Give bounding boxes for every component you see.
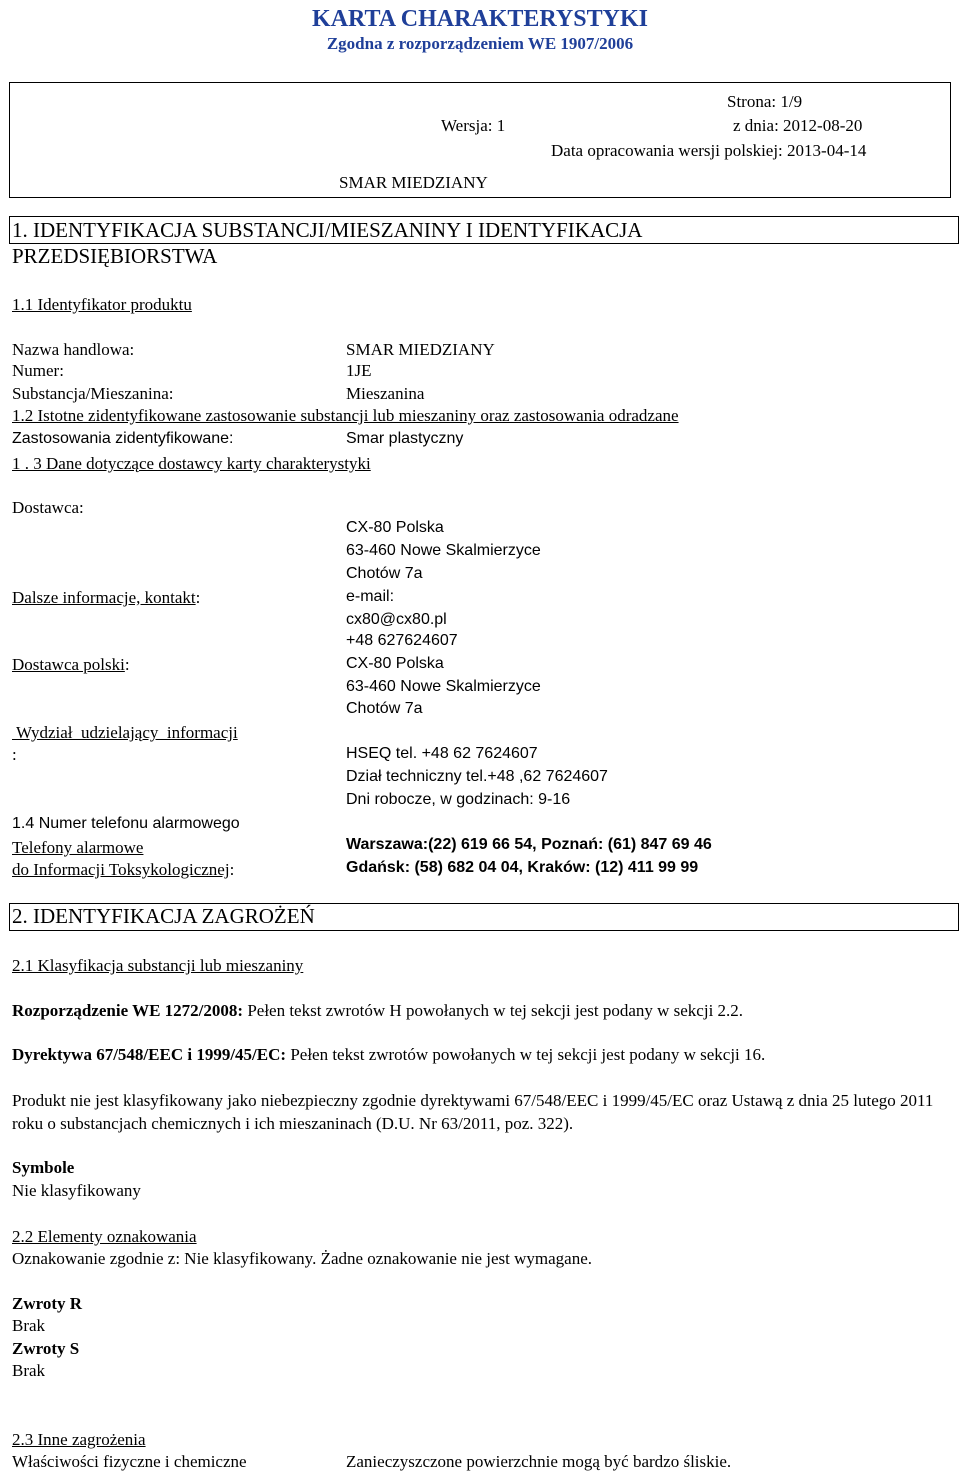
pl-supplier-city: 63-460 Nowe Skalmierzyce: [346, 678, 541, 695]
s22-title: 2.2 Elementy oznakowania: [12, 1227, 197, 1246]
number-label: Numer:: [12, 361, 64, 380]
other-hazards-label: Właściwości fizyczne i chemiczne: [12, 1452, 247, 1471]
alarm-label-row: [12, 860, 234, 880]
s23-title: 2.3 Inne zagrożenia: [12, 1430, 146, 1449]
dept-colon: :: [12, 745, 17, 764]
working-hours: Dni robocze, w godzinach: 9-16: [346, 791, 571, 808]
section2-heading: 2. IDENTYFIKACJA ZAGROŻEŃ: [12, 904, 315, 928]
pl-supplier-street: Chotów 7a: [346, 700, 423, 717]
s11-title: 1.1 Identyfikator produktu: [12, 295, 192, 314]
uses-label: Zastosowania zidentyfikowane:: [12, 430, 234, 447]
alarm-colon: :: [229, 860, 235, 879]
email-label: e-mail:: [346, 588, 395, 605]
s14-title: 1.4 Numer telefonu alarmowego: [12, 815, 240, 832]
version: Wersja: 1: [441, 116, 506, 135]
supplier-street: Chotów 7a: [346, 565, 423, 582]
header-product-name: SMAR MIEDZIANY: [339, 173, 488, 192]
trade-name-label: Nazwa handlowa:: [12, 340, 135, 359]
alarm-label-1: Telefony alarmowe: [12, 838, 144, 857]
number-value: 1JE: [346, 361, 372, 380]
s-phrases-label: Zwroty S: [12, 1339, 80, 1358]
symbols-value: Nie klasyfikowany: [12, 1181, 141, 1200]
trade-name-value: SMAR MIEDZIANY: [346, 340, 495, 359]
supplier-name: CX-80 Polska: [346, 519, 444, 536]
dept-label: Wydział udzielający informacji: [12, 723, 238, 742]
s-phrases-value: Brak: [12, 1361, 46, 1380]
regulation-text: Pełen tekst zwrotów H powołanych w tej sekcji jest podany w sekcji 2.2.: [243, 1001, 744, 1020]
directive-label: Dyrektywa 67/548/EEC i 1999/45/EC:: [12, 1045, 287, 1064]
directive-text: Pełen tekst zwrotów powołanych w tej sekcji jest podany w sekcji 16.: [286, 1045, 766, 1064]
polish-version-date: Data opracowania wersji polskiej: 2013-04-14: [551, 141, 867, 160]
supplier-phone: +48 627624607: [346, 632, 458, 649]
s12-title: 1.2 Istotne zidentyfikowane zastosowanie substancji lub mieszaniny oraz zastosowania odradzane: [12, 406, 679, 425]
email-value[interactable]: cx80@cx80.pl: [346, 611, 447, 628]
symbols-label: Symbole: [12, 1158, 75, 1177]
alarm-value-1: Warszawa:(22) 619 66 54, Poznań: (61) 847 69 46: [346, 836, 712, 853]
alarm-value-2: Gdańsk: (58) 682 04 04, Kraków: (12) 411 99 99: [346, 859, 699, 876]
contact-colon: :: [195, 588, 201, 607]
pl-supplier-colon: :: [124, 655, 130, 674]
s21-title: 2.1 Klasyfikacja substancji lub mieszaniny: [12, 956, 304, 975]
alarm-label-2: do Informacji Toksykologicznej: [12, 860, 230, 879]
document-subtitle: Zgodna z rozporządzeniem WE 1907/2006: [326, 34, 634, 53]
classification-paragraph: Produkt nie jest klasyfikowany jako niebezpieczny zgodnie dyrektywami 67/548/EEC i 1999/45/EC oraz Ustawą z dnia 25 lutego 2011 roku o substancjach chemicznych i ich mieszaninach (D.U. Nr 63/2011, poz. 322).: [12, 1091, 934, 1133]
other-hazards-value: Zanieczyszczone powierzchnie mogą być bardzo śliskie.: [346, 1452, 732, 1471]
page-number: Strona: 1/9: [727, 92, 803, 111]
supplier-city: 63-460 Nowe Skalmierzyce: [346, 542, 541, 559]
regulation-label: Rozporządzenie WE 1272/2008:: [12, 1001, 244, 1020]
tech-phone: Dział techniczny tel.+48 ,62 7624607: [346, 768, 608, 785]
pl-supplier-label: Dostawca polski: [12, 655, 125, 674]
r-phrases-label: Zwroty R: [12, 1294, 83, 1313]
r-phrases-value: Brak: [12, 1316, 46, 1335]
section1-heading-line1: 1. IDENTYFIKACJA SUBSTANCJI/MIESZANINY I IDENTYFIKACJA: [12, 218, 643, 242]
document-title: KARTA CHARAKTERYSTYKI: [312, 6, 648, 32]
regulation-line: [12, 1001, 743, 1021]
supplier-label: Dostawca:: [12, 498, 84, 517]
s13-title: 1 . 3 Dane dotyczące dostawcy karty charakterystyki: [12, 454, 371, 473]
uses-value: Smar plastyczny: [346, 430, 464, 447]
contact-label-row: [12, 588, 200, 608]
labelling-text: Oznakowanie zgodnie z: Nie klasyfikowany. Żadne oznakowanie nie jest wymagane.: [12, 1249, 592, 1268]
contact-label: Dalsze informacje, kontakt: [12, 588, 196, 607]
section1-heading-line2: PRZEDSIĘBIORSTWA: [12, 244, 218, 268]
hseq-phone: HSEQ tel. +48 62 7624607: [346, 745, 538, 762]
directive-line: [12, 1045, 765, 1065]
type-label: Substancja/Mieszanina:: [12, 384, 174, 403]
type-value: Mieszanina: [346, 384, 425, 403]
pl-supplier-name: CX-80 Polska: [346, 655, 444, 672]
issue-date: z dnia: 2012-08-20: [733, 116, 863, 135]
pl-supplier-label-row: [12, 655, 130, 675]
